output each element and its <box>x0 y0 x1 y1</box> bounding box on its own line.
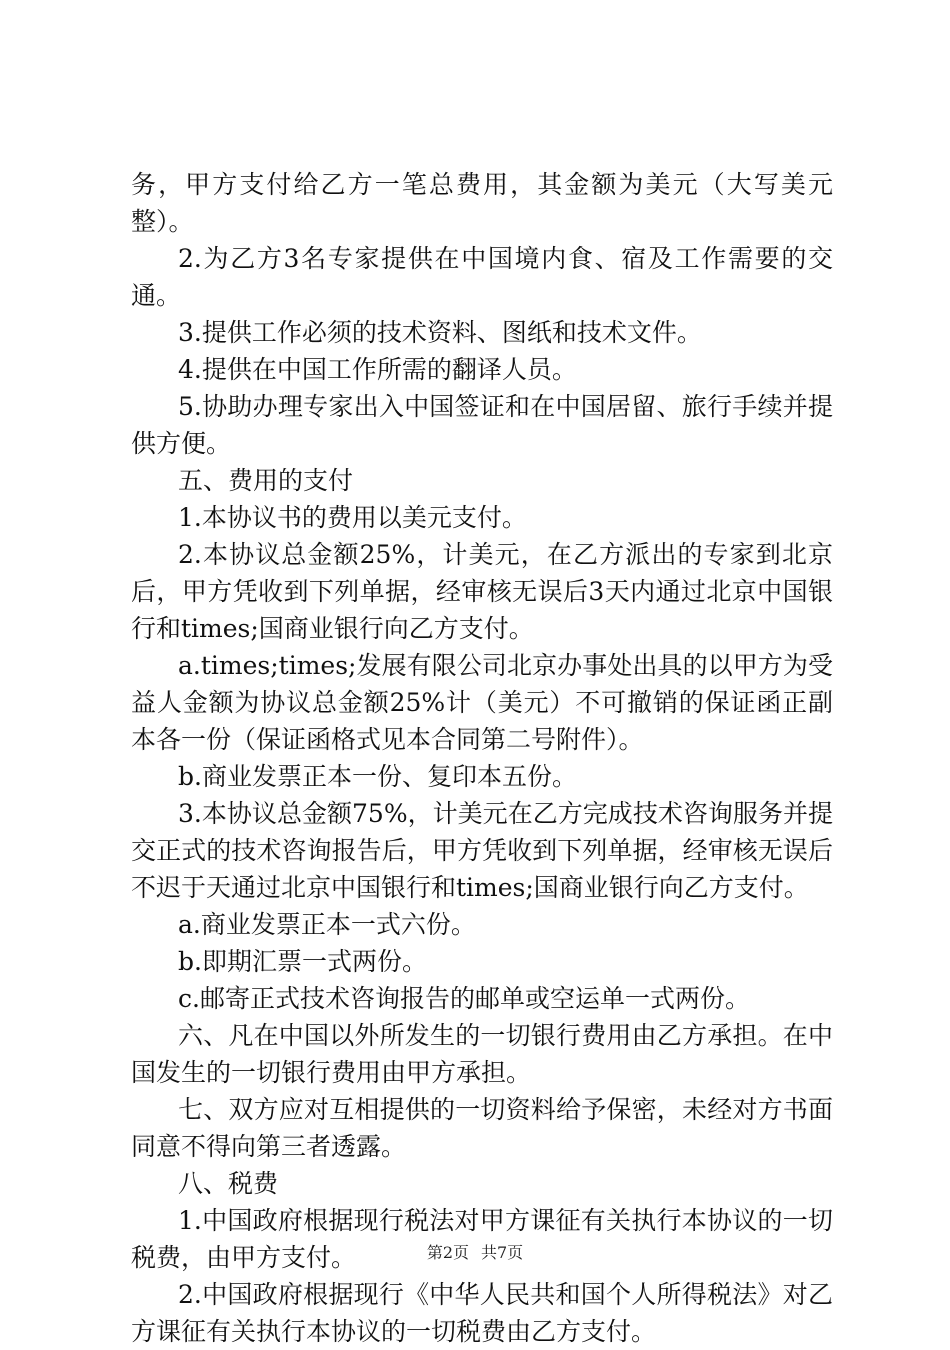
page-total: 共7页 <box>481 1243 524 1262</box>
paragraph: 4.提供在中国工作所需的翻译人员。 <box>178 355 577 384</box>
page-number: 第2页 <box>426 1243 469 1262</box>
paragraph: 七、双方应对互相提供的一切资料给予保密，未经对方书面同意不得向第三者透露。 <box>131 1095 833 1161</box>
paragraph: 1.中国政府根据现行税法对甲方课征有关执行本协议的一切税费，由甲方支付。 <box>131 1206 833 1272</box>
section-heading: 八、税费 <box>178 1169 279 1198</box>
paragraph: 2.本协议总金额25%，计美元，在乙方派出的专家到北京后，甲方凭收到下列单据，经审核无误后3天内通过北京中国银行和times;国商业银行向乙方支付。 <box>131 540 833 643</box>
paragraph: 3.提供工作必须的技术资料、图纸和技术文件。 <box>178 318 702 347</box>
paragraph: 六、凡在中国以外所发生的一切银行费用由乙方承担。在中国发生的一切银行费用由甲方承担。 <box>131 1021 833 1087</box>
paragraph: 务，甲方支付给乙方一笔总费用，其金额为美元（大写美元整）。 <box>131 170 833 236</box>
paragraph: c.邮寄正式技术咨询报告的邮单或空运单一式两份。 <box>178 984 750 1013</box>
paragraph: b.商业发票正本一份、复印本五份。 <box>178 762 577 791</box>
paragraph: a.商业发票正本一式六份。 <box>178 910 476 939</box>
paragraph: 3.本协议总金额75%，计美元在乙方完成技术咨询服务并提交正式的技术咨询报告后，甲方凭收到下列单据，经审核无误后不迟于天通过北京中国银行和times;国商业银行向乙方支付。 <box>131 799 833 902</box>
paragraph: b.即期汇票一式两份。 <box>178 947 427 976</box>
paragraph: 2.为乙方3名专家提供在中国境内食、宿及工作需要的交通。 <box>131 244 833 310</box>
paragraph: 5.协助办理专家出入中国签证和在中国居留、旅行手续并提供方便。 <box>131 392 833 458</box>
paragraph: 1.本协议书的费用以美元支付。 <box>178 503 527 532</box>
section-heading: 五、费用的支付 <box>178 466 354 495</box>
paragraph: 2.中国政府根据现行《中华人民共和国个人所得税法》对乙方课征有关执行本协议的一切税费由乙方支付。 <box>131 1280 833 1346</box>
document-body <box>131 166 833 1350</box>
page-footer <box>0 1243 950 1263</box>
paragraph: a.times;times;发展有限公司北京办事处出具的以甲方为受益人金额为协议总金额25%计（美元）不可撤销的保证函正副本各一份（保证函格式见本合同第二号附件）。 <box>131 651 833 754</box>
